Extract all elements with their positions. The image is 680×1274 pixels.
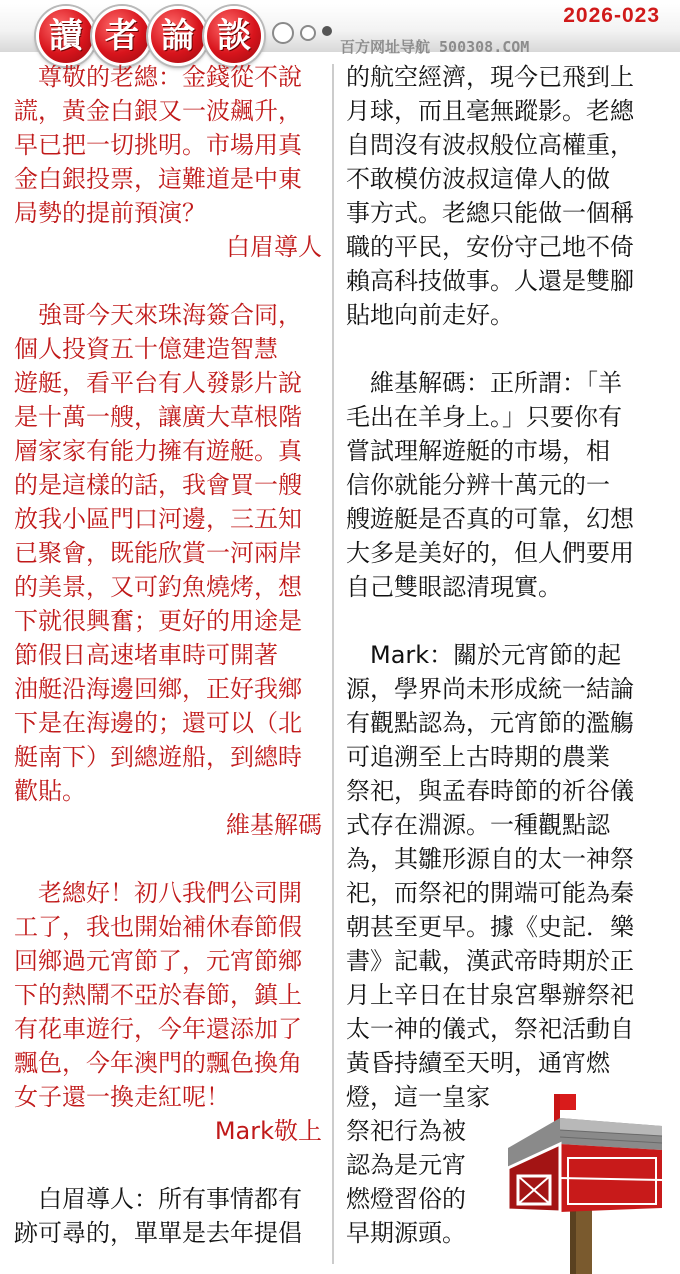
text-line: 祭祀，與孟春時節的祈谷儀	[346, 777, 634, 805]
text-line: 有花車遊行，今年還添加了	[14, 1015, 302, 1043]
text-line: 謊，黃金白銀又一波飆升，	[14, 97, 302, 125]
signature: 白眉導人	[226, 233, 322, 261]
text-line: 歡貼。	[14, 777, 86, 805]
text-line: 黃昏持續至天明，通宵燃	[346, 1049, 610, 1077]
text-line: 燃燈習俗的	[346, 1185, 466, 1213]
text-line: 祭祀行為被	[346, 1117, 466, 1145]
text-line: 不敢模仿波叔這偉人的做	[346, 165, 610, 193]
text-line: 油艇沿海邊回鄉，正好我鄉	[14, 675, 302, 703]
text-line: 月球，而且毫無蹤影。老總	[346, 97, 634, 125]
text-line: 老總好！初八我們公司開	[14, 879, 302, 907]
text-line: 事方式。老總只能做一個稱	[346, 199, 634, 227]
decor-circle-icon	[272, 22, 294, 44]
text-line: 朝甚至更早。據《史記．樂	[346, 913, 634, 941]
text-line: 飄色，今年澳門的飄色換角	[14, 1049, 302, 1077]
text-line: 可追溯至上古時期的農業	[346, 743, 610, 771]
column-divider	[332, 64, 334, 1264]
mailbox-icon	[500, 1090, 670, 1274]
text-line: 回鄉過元宵節了，元宵節鄉	[14, 947, 302, 975]
issue-number: 2026-023	[563, 4, 660, 27]
title-char-4: 談	[204, 6, 264, 66]
text-line: 是十萬一艘，讓廣大草根階	[14, 403, 302, 431]
reply-2	[346, 366, 654, 604]
text-line: 層家家有能力擁有遊艇。真	[14, 437, 302, 465]
watermark: 百方网址导航 500308.COM	[340, 38, 530, 56]
text-line: 自問沒有波叔般位高權重，	[346, 131, 634, 159]
letter-2	[14, 298, 322, 842]
text-line: 有觀點認為，元宵節的濫觴	[346, 709, 634, 737]
text-line: 毛出在羊身上。」只要你有	[346, 403, 622, 431]
text-line: 局勢的提前預演？	[14, 199, 206, 227]
text-line: 職的平民，安份守己地不倚	[346, 233, 634, 261]
text-line: 下是在海邊的；還可以（北	[14, 709, 302, 737]
text-line: 強哥今天來珠海簽合同，	[14, 301, 302, 329]
text-line: 早已把一切挑明。市場用真	[14, 131, 302, 159]
text-line: 月上辛日在甘泉宮舉辦祭祀	[346, 981, 634, 1009]
decor-circle-icon	[300, 25, 316, 41]
text-line: 女子還一換走紅呢！	[14, 1083, 230, 1111]
text-line: 個人投資五十億建造智慧	[14, 335, 278, 363]
text-line: 遊艇，看平台有人發影片說	[14, 369, 302, 397]
text-line: 燈，這一皇家	[346, 1083, 490, 1111]
text-line: 大多是美好的，但人們要用	[346, 539, 634, 567]
text-line: 嘗試理解遊艇的市場，相	[346, 437, 610, 465]
text-line: 源，學界尚未形成統一結論	[346, 675, 634, 703]
title-char-3: 論	[148, 6, 208, 66]
letter-1	[14, 60, 322, 264]
text-line: 自己雙眼認清現實。	[346, 573, 562, 601]
text-line: 信你就能分辨十萬元的一	[346, 471, 610, 499]
text-line: 的是這樣的話，我會買一艘	[14, 471, 302, 499]
text-line: 祀，而祭祀的開端可能為秦	[346, 879, 634, 907]
reply-1-continued	[346, 60, 654, 332]
text-line: 賴高科技做事。人還是雙腳	[346, 267, 634, 295]
text-line: 維基解碼：正所謂：「羊	[346, 369, 622, 397]
decor-dot-icon	[322, 26, 332, 36]
text-line: 跡可尋的，單單是去年提倡	[14, 1219, 302, 1247]
text-line: 艘遊艇是否真的可靠，幻想	[346, 505, 634, 533]
title-char-2: 者	[92, 6, 152, 66]
text-line: 太一神的儀式，祭祀活動自	[346, 1015, 634, 1043]
text-line: 白眉導人：所有事情都有	[14, 1185, 302, 1213]
text-line: 節假日高速堵車時可開著	[14, 641, 278, 669]
text-line: 式存在淵源。一種觀點認	[346, 811, 610, 839]
text-line: 已聚會，既能欣賞一河兩岸	[14, 539, 302, 567]
text-line: Mark：關於元宵節的起	[346, 641, 622, 669]
reply-1-start	[14, 1182, 322, 1250]
letter-3	[14, 876, 322, 1148]
text-line: 書》記載，漢武帝時期於正	[346, 947, 634, 975]
right-column	[346, 60, 654, 1250]
text-line: 的美景，又可釣魚燒烤，想	[14, 573, 302, 601]
text-line: 放我小區門口河邊，三五知	[14, 505, 302, 533]
text-line: 早期源頭。	[346, 1219, 466, 1247]
text-line: 認為是元宵	[346, 1151, 466, 1179]
text-line: 下就很興奮；更好的用途是	[14, 607, 302, 635]
text-line: 下的熱鬧不亞於春節，鎮上	[14, 981, 302, 1009]
text-line: 尊敬的老總：金錢從不說	[14, 63, 302, 91]
text-line: 貼地向前走好。	[346, 301, 514, 329]
text-line: 金白銀投票，這難道是中東	[14, 165, 302, 193]
signature: 維基解碼	[226, 811, 322, 839]
text-line: 艇南下）到總遊船，到總時	[14, 743, 302, 771]
signature: Mark敬上	[214, 1117, 322, 1145]
text-line: 的航空經濟，現今已飛到上	[346, 63, 634, 91]
text-line: 工了，我也開始補休春節假	[14, 913, 302, 941]
left-column	[14, 60, 322, 1250]
header	[0, 0, 680, 62]
text-line: 為，其雛形源自的太一神祭	[346, 845, 634, 873]
title-char-1: 讀	[36, 6, 96, 66]
